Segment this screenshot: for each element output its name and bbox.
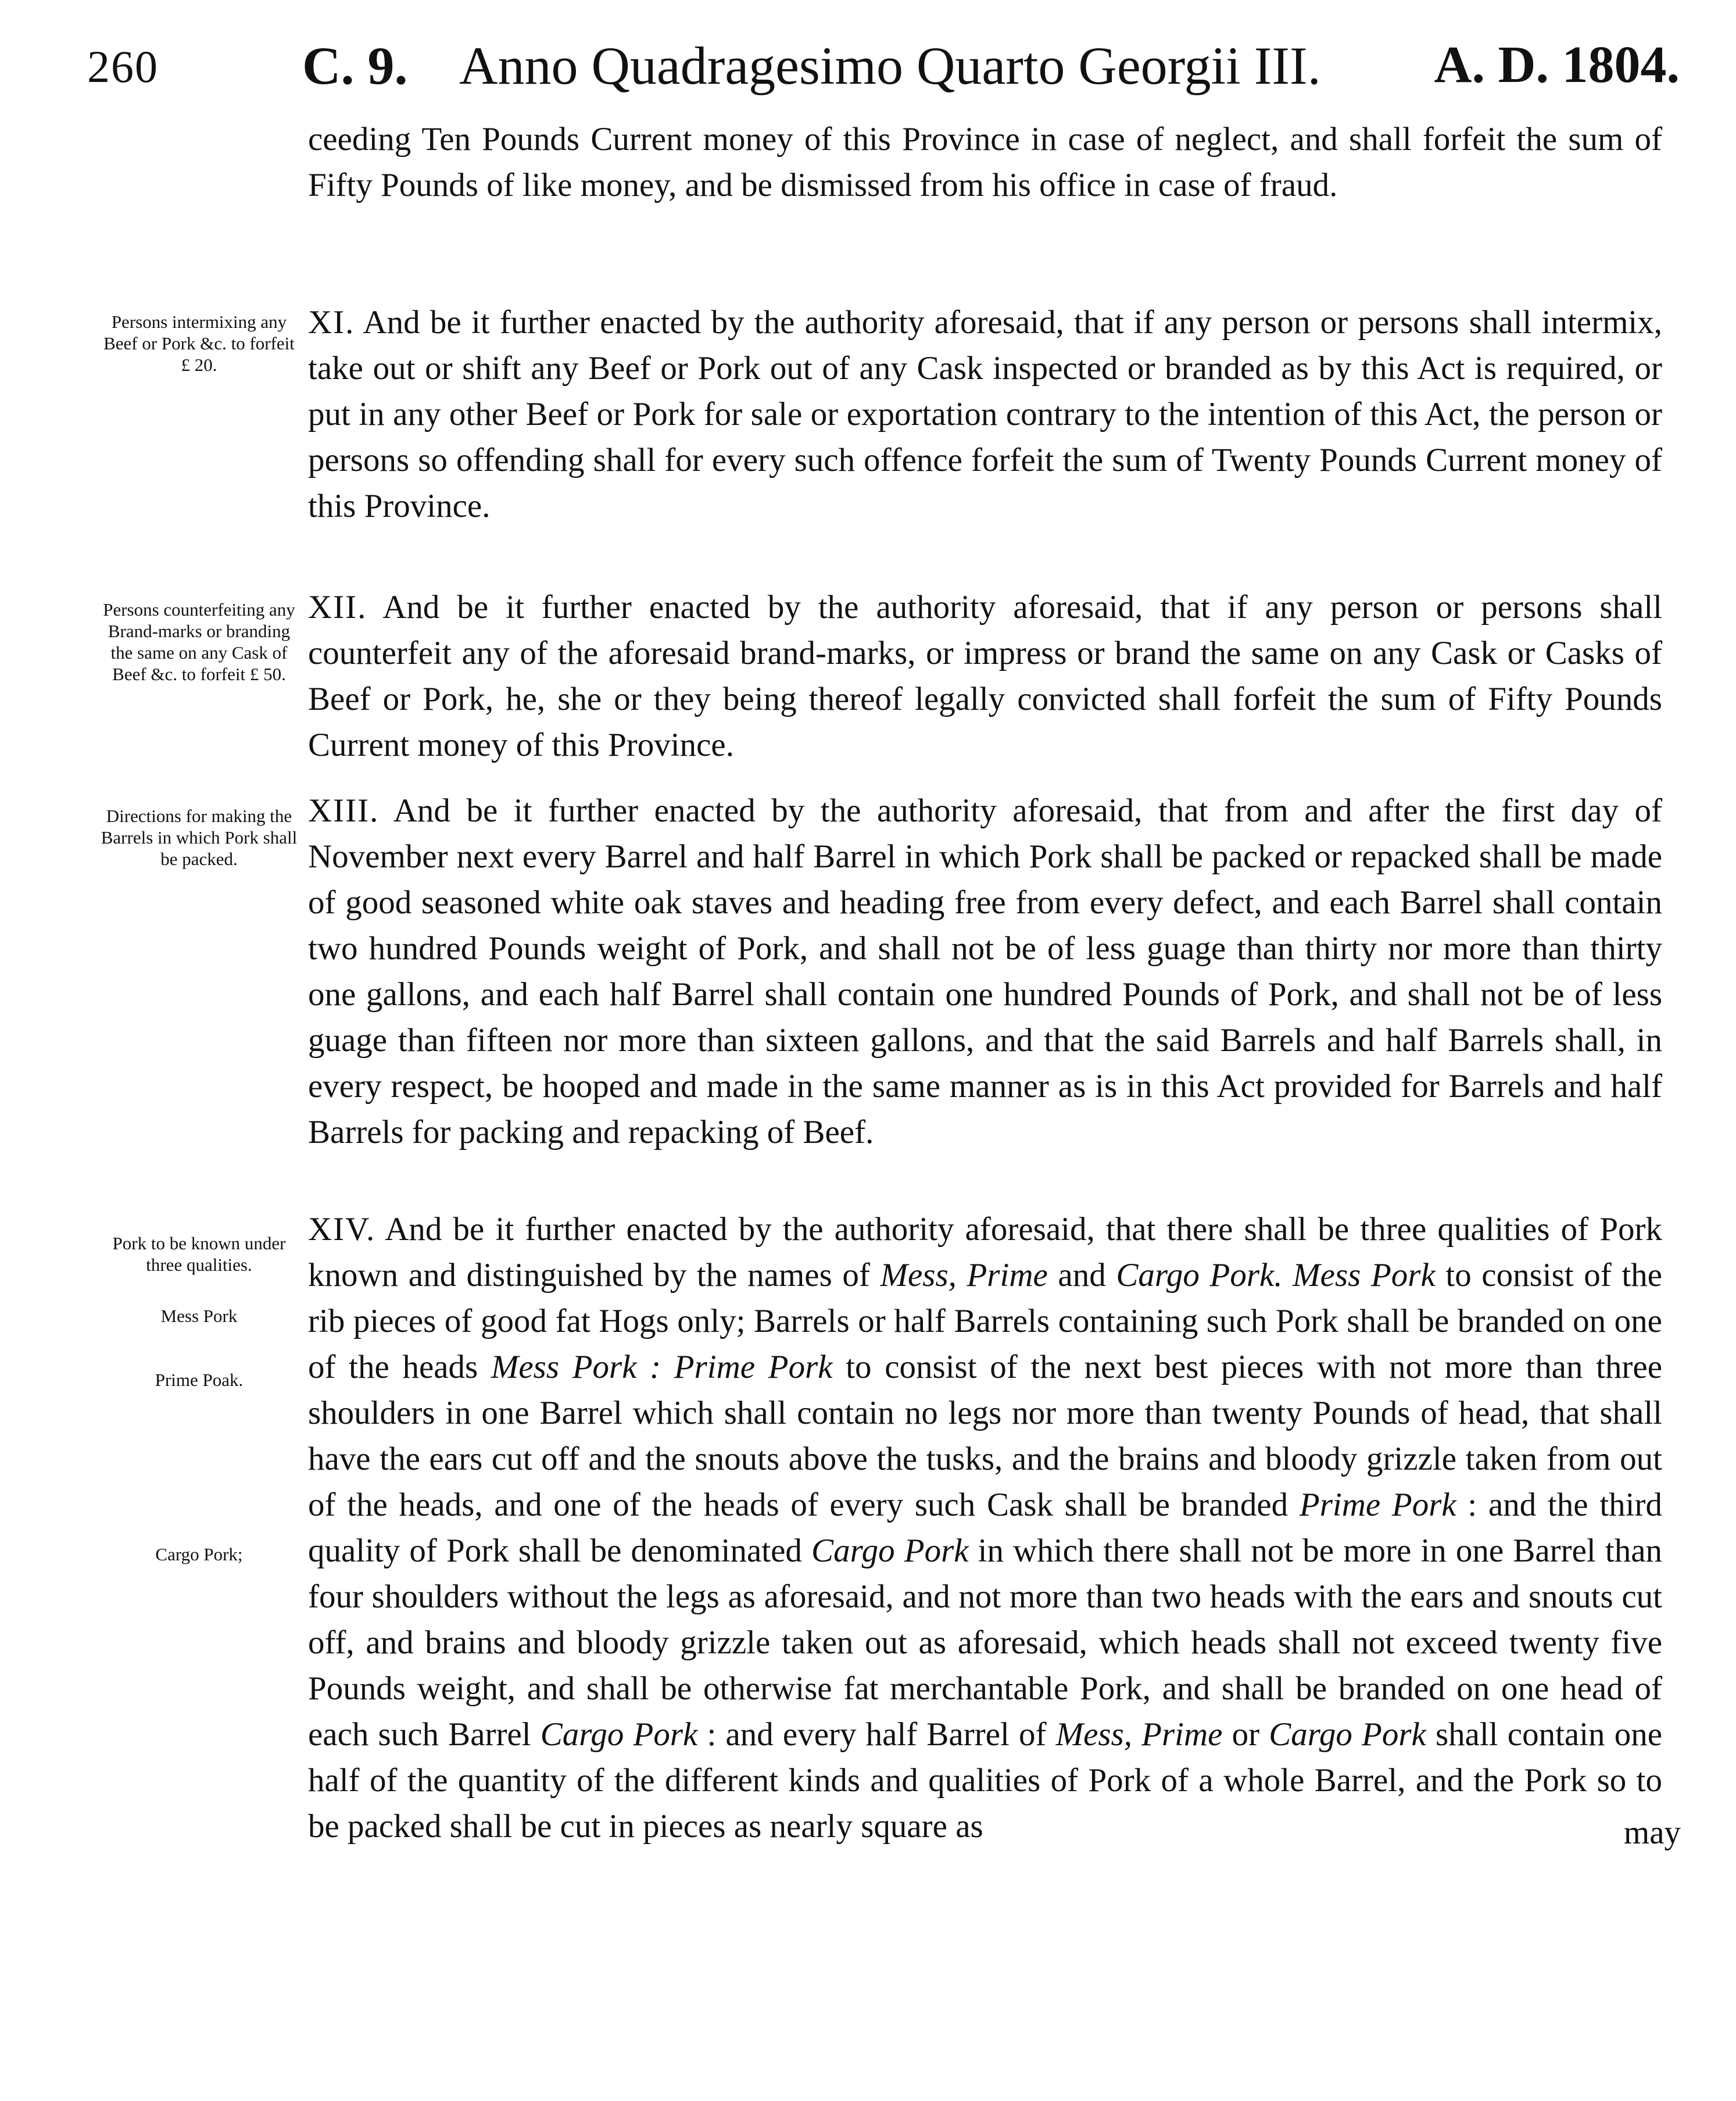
section-text: : and every half Barrel of [697,1716,1056,1753]
italic-term: Mess, Prime [1055,1716,1223,1753]
year-heading: A. D. 1804. [1434,36,1680,94]
section-14 [308,1206,1662,1849]
section-text: And be it further enacted by the authority aforesaid, that there shall be three qualities of Pork known and distinguished by the names of [308,1211,1662,1294]
section-number: XII. [308,589,367,626]
section-text: and [1047,1257,1116,1294]
page-number: 260 [87,41,159,92]
sidenote-prime-pork: Prime Poak. [155,1370,244,1390]
section-text: or [1222,1716,1269,1753]
running-title: Anno Quadragesimo Quarto Georgii III. [459,36,1321,95]
sidenote-section-13: Directions for making the Barrels in which Pork shall be packed. [101,806,298,869]
sidenote-three-qualities: Pork to be known under three qualities. [112,1233,286,1275]
italic-term: Cargo Pork [811,1532,969,1569]
section-13 [308,788,1662,1155]
section-text: to consist of the rib pieces of good fat Hogs only; Barrels or half Barrels containing such Pork shall be branded on one of the heads [308,1257,1662,1385]
section-11 [308,299,1662,529]
italic-term: Mess, Prime [880,1257,1048,1294]
sidenote-section-11: Persons intermixing any Beef or Pork &c. to forfeit £ 20. [103,312,295,375]
section-number: XIII. [308,792,380,829]
section-text: And be it further enacted by the authority aforesaid, that from and after the first day of November next every Barrel and half Barrel in which Pork shall be packed or repacked shall be made of good seasoned white oak staves and heading free from every defect, and each Barrel shall contain two hundred Pounds weight of Pork, and shall not be of less guage than thirty nor more than thirty one gallons, and each half Barrel shall contain one hundred Pounds of Pork, and shall not be of less guage than fifteen nor more than sixteen gallons, and that the said Barrels and half Barrels shall, in every respect, be hooped and made in the same manner as is in this Act provided for Barrels and half Barrels for packing and repacking of Beef. [308,792,1662,1150]
sidenote-cargo-pork: Cargo Pork; [155,1544,243,1564]
section-12 [308,584,1662,768]
section-text: to consist of the next best pieces with not more than three shoulders in one Barrel which shall contain no legs nor more than twenty Pounds of head, that shall have the ears cut off and the snouts above the tusks, and the brains and bloody grizzle taken from out of the heads, and one of the heads of every such Cask shall be branded [308,1349,1662,1523]
section-text: : and the third quality of Pork shall be denominated [308,1487,1662,1569]
sidenote-section-12: Persons counterfeiting any Brand-marks or branding the same on any Cask of Beef &c. to forfeit £ 50. [103,599,295,684]
section-text: shall contain one half of the quantity of the different kinds and qualities of Pork of a whole Barrel, and the Pork so to be packed shall be cut in pieces as nearly square as [308,1716,1663,1845]
running-header [87,23,1680,105]
section-number: XI. [308,304,355,341]
catchword: may [1623,1814,1681,1851]
chapter-number: C. 9. [302,36,408,95]
section-text: And be it further enacted by the authority aforesaid, that if any person or persons shall intermix, take out or shift any Beef or Pork out of any Cask inspected or branded as by this Act is required, or put in any other Beef or Pork for sale or exportation contrary to the intention of this Act, the person or persons so offending shall for every such offence forfeit the sum of Twenty Pounds Current money of this Province. [308,304,1663,524]
italic-term: Cargo Pork [1269,1716,1426,1753]
italic-term: Cargo Pork. Mess Pork [1116,1257,1436,1294]
italic-term: Prime Pork [1299,1487,1456,1523]
section-text: in which there shall not be more in one Barrel than four shoulders without the legs as aforesaid, and not more than two heads with the ears and snouts cut off, and brains and bloody grizzle taken out as aforesaid, which heads shall not exceed twenty five Pounds weight, and shall be otherwise fat merchantable Pork, and shall be branded on one head of each such Barrel [308,1532,1662,1753]
continued-paragraph: ceeding Ten Pounds Current money of this Province in case of neglect, and shall forfeit the sum of Fifty Pounds of like money, and be dismissed from his office in case of fraud. [308,121,1662,203]
section-text: And be it further enacted by the authority aforesaid, that if any person or persons shall counterfeit any of the aforesaid brand-marks, or impress or brand the same on any Cask or Casks of Beef or Pork, he, she or they being thereof legally convicted shall forfeit the sum of Fifty Pounds Current money of this Province. [308,589,1663,763]
italic-term: Cargo Pork [540,1716,698,1753]
italic-term: Mess Pork : Prime Pork [491,1349,833,1385]
sidenote-mess-pork: Mess Pork [160,1306,238,1326]
section-number: XIV. [308,1211,376,1248]
